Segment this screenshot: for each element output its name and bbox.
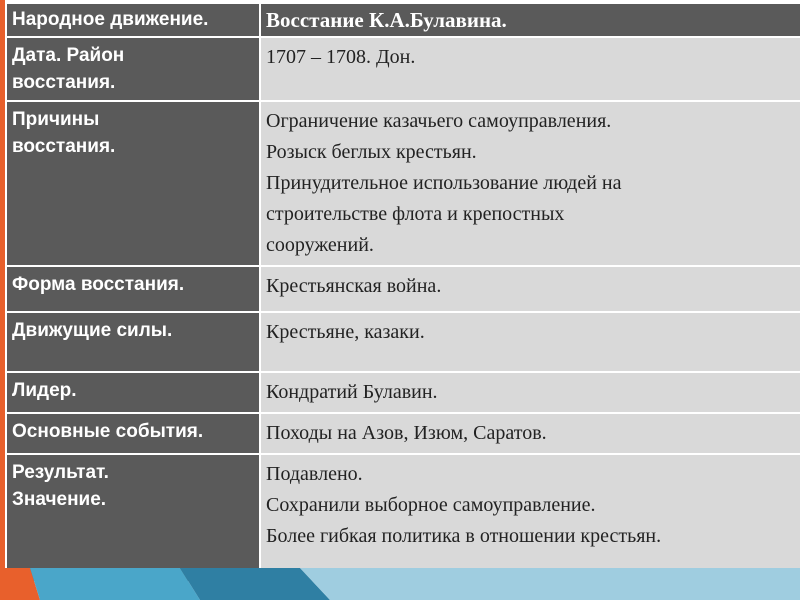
bottom-band-shapes: [0, 568, 800, 600]
label-line: восстания.: [12, 72, 116, 93]
label-line: Дата. Район: [12, 45, 125, 66]
label-date-region: [6, 37, 260, 101]
label-forces: [6, 312, 260, 372]
value-causes: [260, 101, 800, 266]
label-line: Лидер.: [12, 380, 77, 401]
label-line: Основные события.: [12, 421, 204, 442]
header-right-cell: Восстание К.А.Булавина.: [260, 3, 800, 37]
label-causes: [6, 101, 260, 266]
label-line: Результат.: [12, 462, 109, 483]
value-leader: [260, 372, 800, 413]
value-events: [260, 413, 800, 454]
label-result: [6, 454, 260, 582]
value-result: [260, 454, 800, 582]
header-left-cell: Народное движение.: [6, 3, 260, 37]
uprising-table: [5, 2, 800, 583]
blue-band-shape: [30, 568, 200, 600]
label-events: [6, 413, 260, 454]
value-line: Розыск беглых крестьян.: [266, 141, 477, 163]
value-line: Ограничение казачьего самоуправления.: [266, 110, 612, 132]
value-line: Кондратий Булавин.: [266, 381, 438, 403]
table-row-result: [6, 454, 800, 582]
table-row-date: [6, 37, 800, 101]
label-line: Значение.: [12, 489, 107, 510]
label-line: Форма восстания.: [12, 274, 185, 295]
table-row-forces: [6, 312, 800, 372]
label-line: Причины: [12, 109, 100, 130]
value-forces: [260, 312, 800, 372]
table-row-leader: [6, 372, 800, 413]
value-date-region: [260, 37, 800, 101]
value-line: Крестьяне, казаки.: [266, 321, 425, 343]
table-row-causes: [6, 101, 800, 266]
label-leader: [6, 372, 260, 413]
value-line: строительстве флота и крепостных: [266, 203, 565, 225]
value-line: Более гибкая политика в отношении крестьян.: [266, 525, 662, 547]
value-form: [260, 266, 800, 312]
light-blue-band-shape: [300, 568, 800, 600]
value-line: Подавлено.: [266, 463, 363, 485]
decorative-bottom-band: [0, 568, 800, 600]
value-line: Сохранили выборное самоуправление.: [266, 494, 596, 516]
table-row-events: [6, 413, 800, 454]
label-line: Движущие силы.: [12, 320, 173, 341]
table-row-form: [6, 266, 800, 312]
label-form: [6, 266, 260, 312]
value-line: 1707 – 1708. Дон.: [266, 46, 416, 68]
value-line: сооружений.: [266, 234, 374, 256]
label-line: восстания.: [12, 136, 116, 157]
value-line: Крестьянская война.: [266, 275, 442, 297]
header-row: [6, 3, 800, 37]
value-line: Походы на Азов, Изюм, Саратов.: [266, 422, 547, 444]
value-line: Принудительное использование людей на: [266, 172, 622, 194]
